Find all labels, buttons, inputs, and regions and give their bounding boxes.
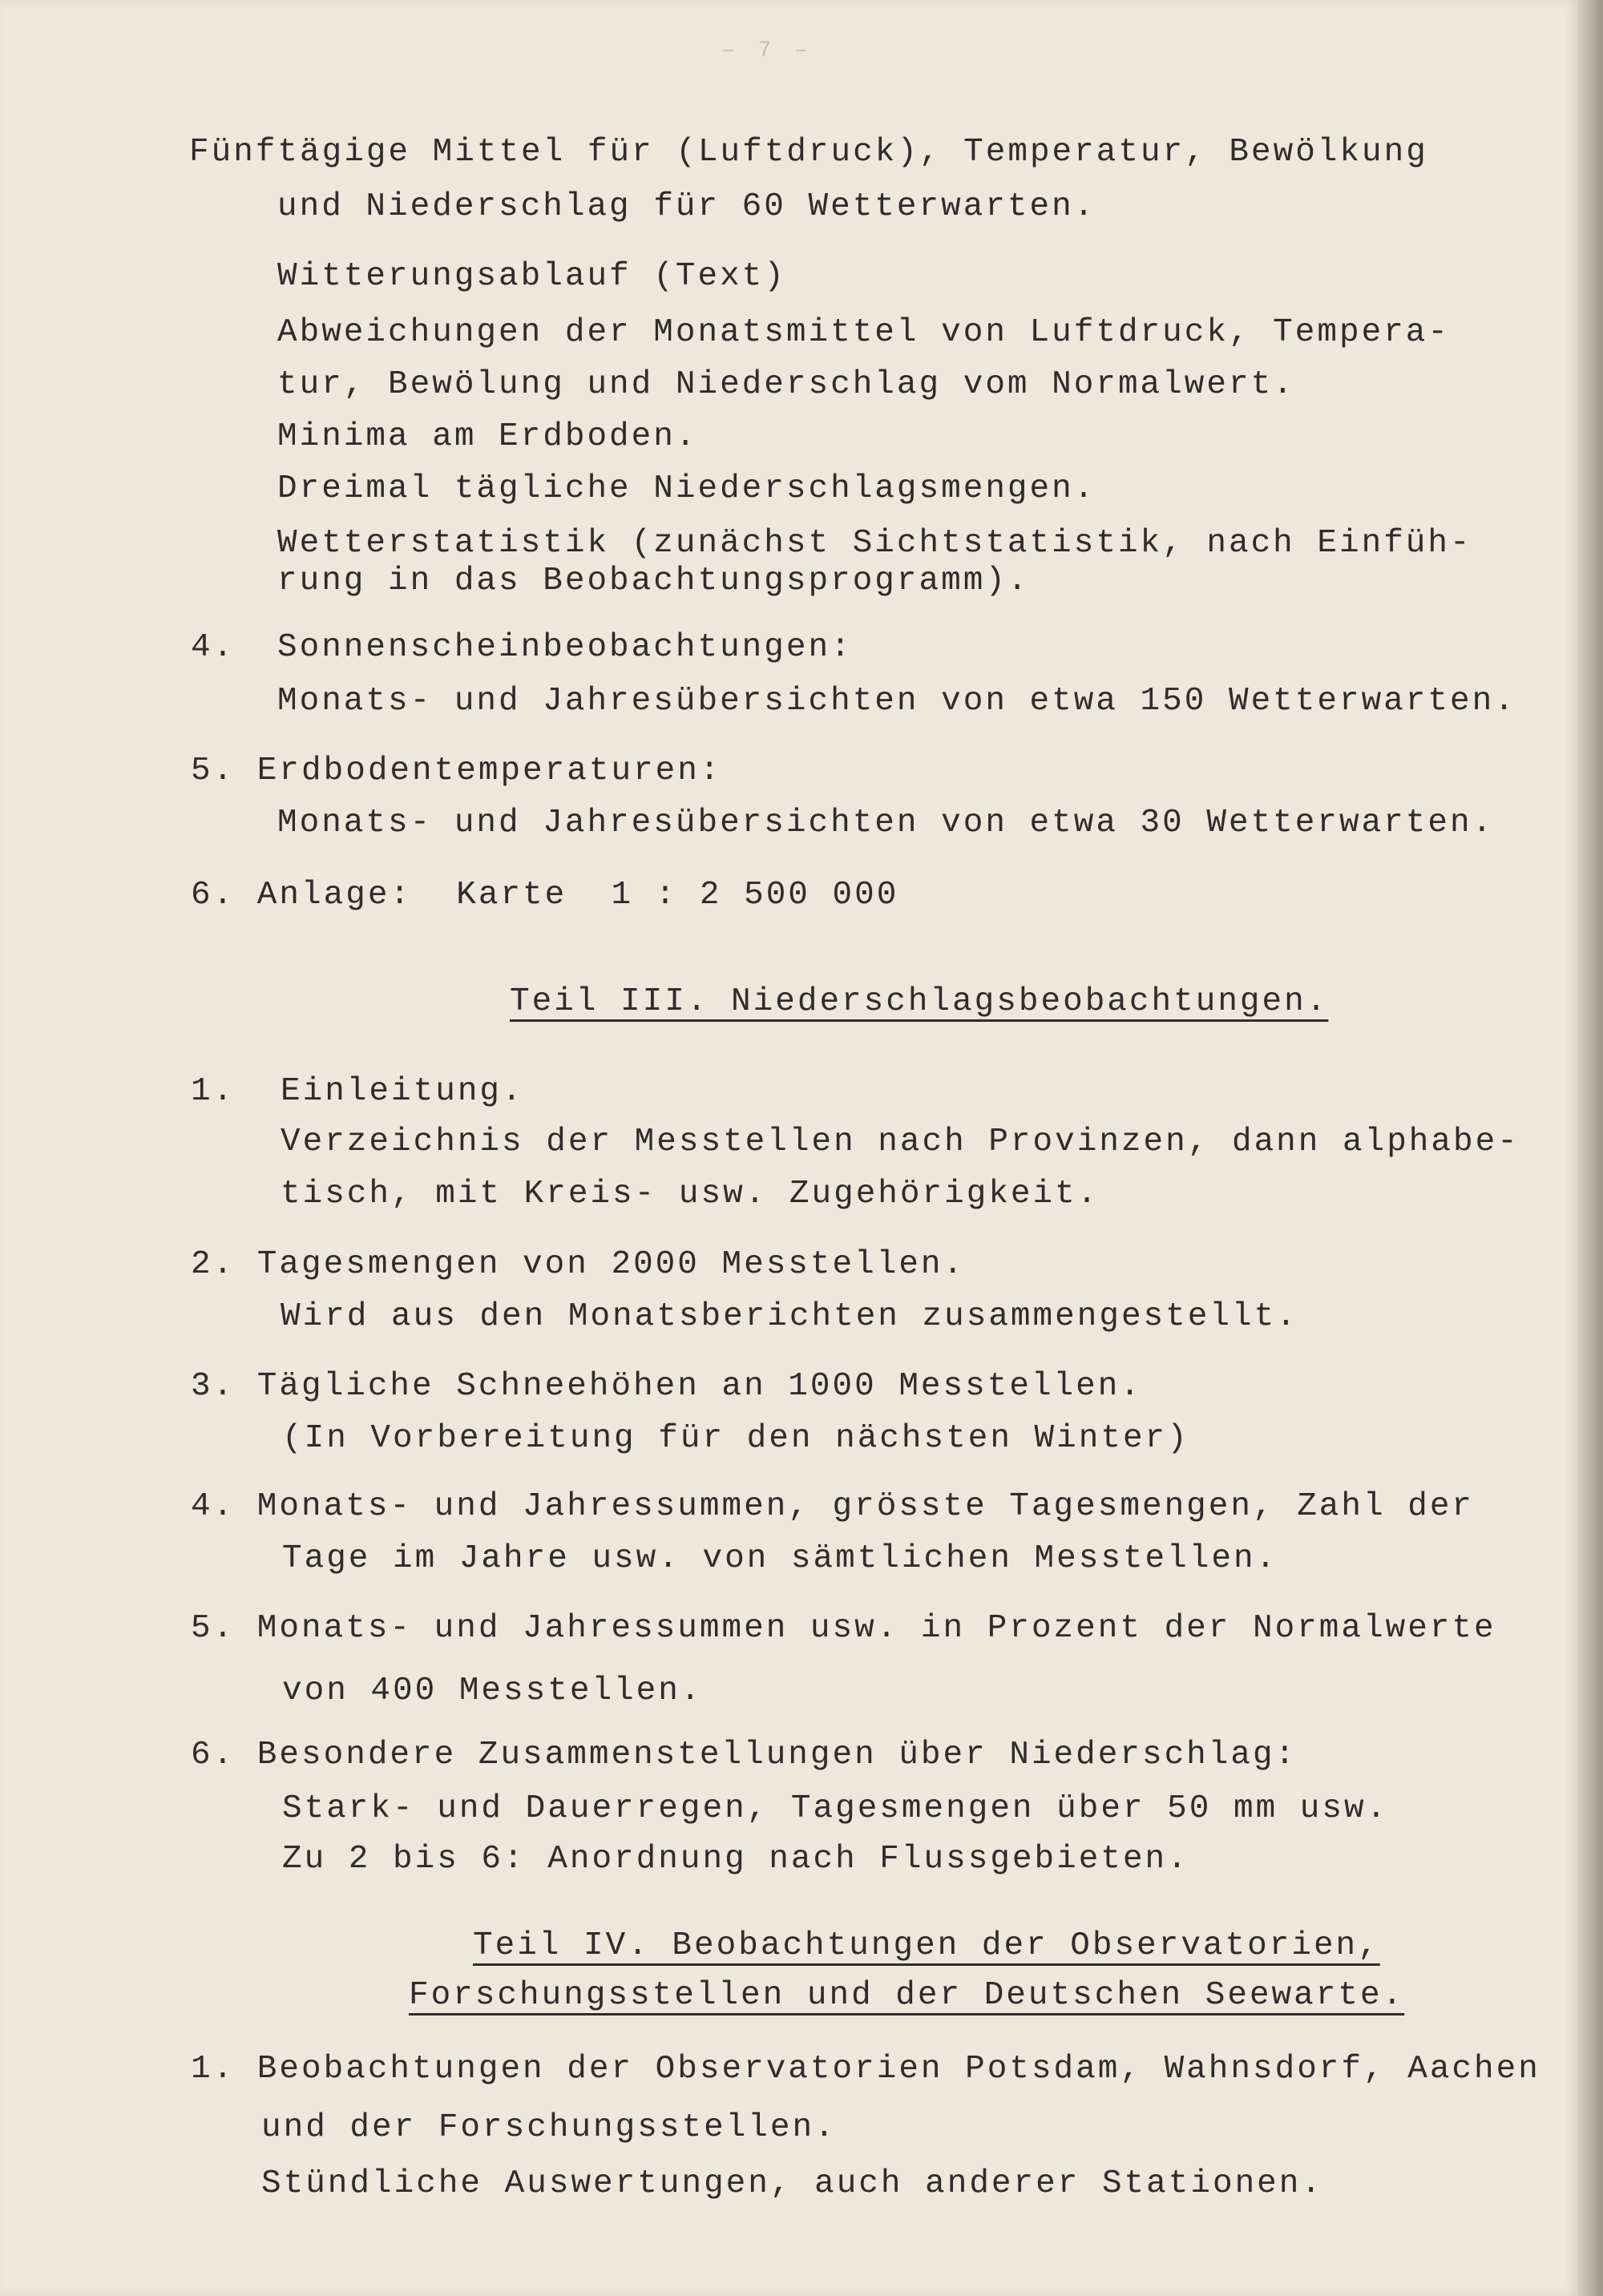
text-line: von 400 Messtellen. <box>282 1673 703 1709</box>
text-line: Stündliche Auswertungen, auch anderer Stationen. <box>261 2165 1323 2202</box>
text-line: und Niederschlag für 60 Wetterwarten. <box>277 188 1096 225</box>
text-line: Abweichungen der Monatsmittel von Luftdruck, Tempera- <box>277 314 1451 351</box>
text-line: 5. Monats- und Jahressummen usw. in Prozent der Normalwerte <box>191 1610 1496 1647</box>
text-line: tisch, mit Kreis- usw. Zugehörigkeit. <box>281 1176 1100 1213</box>
text-line: Einleitung. <box>281 1073 524 1110</box>
text-line: (In Vorbereitung für den nächsten Winter) <box>282 1420 1189 1457</box>
text-line: 5. Erdbodentemperaturen: <box>191 753 722 789</box>
text-line: 6. Besondere Zusammenstellungen über Niederschlag: <box>191 1737 1298 1773</box>
text-line: Minima am Erdboden. <box>277 418 698 455</box>
section-heading: Teil III. Niederschlagsbeobachtungen. <box>510 983 1329 1020</box>
text-line: 3. Tägliche Schneehöhen an 1000 Messtellen. <box>191 1368 1142 1405</box>
text-line: 2. Tagesmengen von 2000 Messtellen. <box>191 1246 966 1283</box>
text-line: Monats- und Jahresübersichten von etwa 150 Wetterwarten. <box>277 683 1516 720</box>
page-number-mark: – 7 – <box>721 38 814 63</box>
text-line: Sonnenscheinbeobachtungen: <box>277 629 853 666</box>
text-line: Verzeichnis der Messtellen nach Provinzen, dann alphabe- <box>281 1124 1520 1160</box>
section-heading: Forschungsstellen und der Deutschen Seewarte. <box>409 1977 1405 2014</box>
text-line: 1. Beobachtungen der Observatorien Potsdam, Wahnsdorf, Aachen <box>191 2051 1540 2088</box>
text-line: 4. Monats- und Jahressummen, grösste Tagesmengen, Zahl der <box>191 1488 1475 1525</box>
text-line: 6. Anlage: Karte 1 : 2 500 000 <box>191 877 899 914</box>
text-line: Tage im Jahre usw. von sämtlichen Messtellen. <box>282 1540 1278 1577</box>
text-line: Monats- und Jahresübersichten von etwa 30 Wetterwarten. <box>277 805 1495 841</box>
text-line: Fünftägige Mittel für (Luftdruck), Temperatur, Bewölkung <box>189 134 1428 171</box>
text-line: Dreimal tägliche Niederschlagsmengen. <box>277 470 1096 507</box>
text-line: tur, Bewölung und Niederschlag vom Normalwert. <box>277 366 1295 403</box>
text-line: Wird aus den Monatsberichten zusammengestellt. <box>281 1298 1298 1335</box>
list-number: 4. <box>191 629 236 666</box>
text-line: Stark- und Dauerregen, Tagesmengen über 50 mm usw. <box>282 1790 1389 1827</box>
list-number: 1. <box>191 1073 236 1110</box>
page-edge-shadow <box>1577 0 1603 2296</box>
text-line: Zu 2 bis 6: Anordnung nach Flussgebieten. <box>282 1841 1189 1878</box>
section-heading: Teil IV. Beobachtungen der Observatorien, <box>473 1927 1380 1964</box>
text-line: und der Forschungsstellen. <box>261 2109 837 2146</box>
text-line: rung in das Beobachtungsprogramm). <box>277 563 1030 599</box>
text-line: Witterungsablauf (Text) <box>277 258 786 295</box>
text-line: Wetterstatistik (zunächst Sichtstatistik, nach Einfüh- <box>277 525 1472 562</box>
